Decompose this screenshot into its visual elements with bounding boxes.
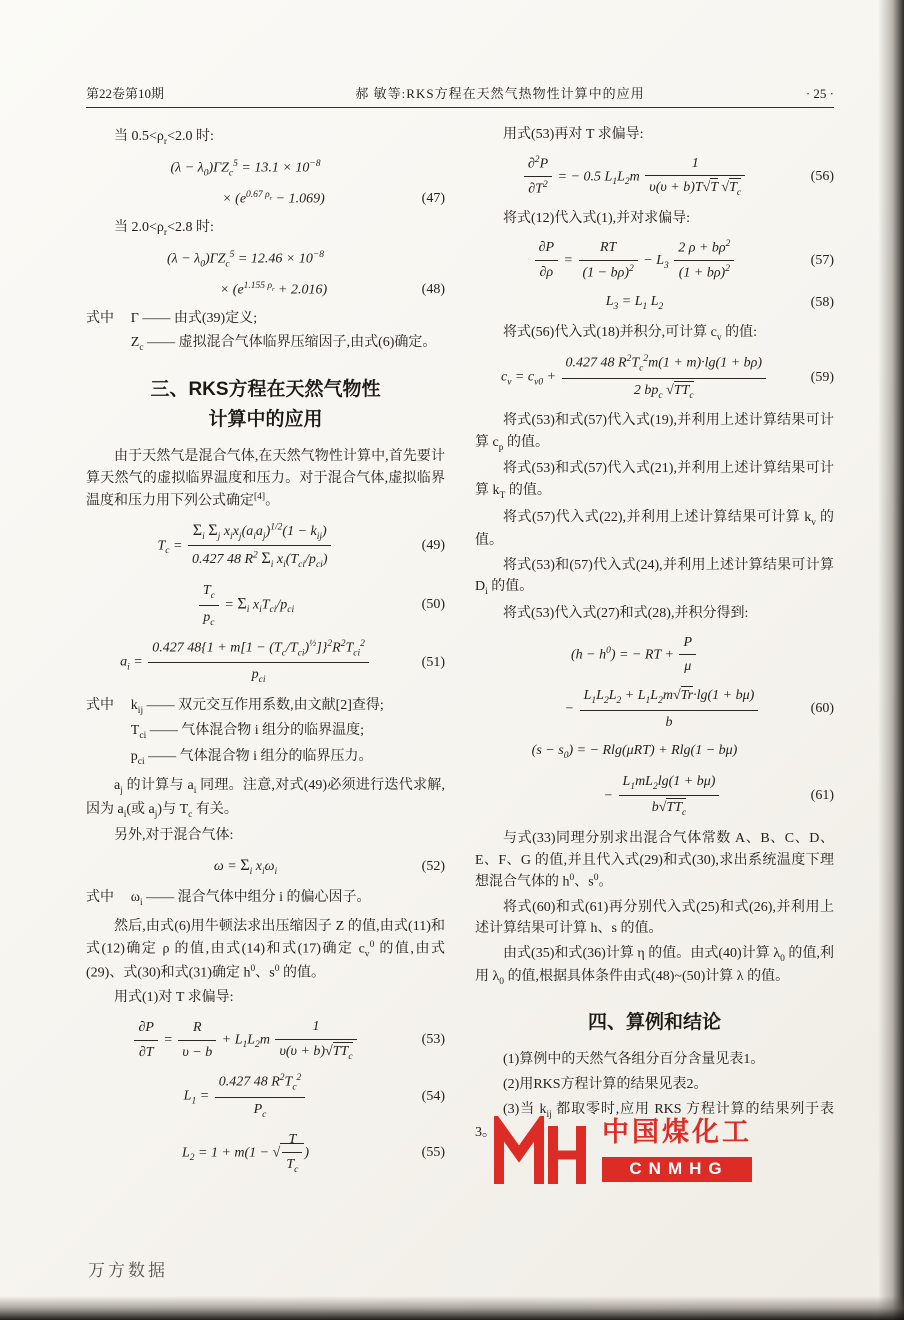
where-items	[131, 887, 445, 913]
list-item: (2)用RKS方程计算的结果见表2。	[503, 1077, 708, 1093]
paragraph: 另外,对于混合气体:	[114, 828, 234, 844]
paragraph: 将式(53)代入式(27)和式(28),并积分得到:	[503, 605, 749, 621]
paragraph: 将式(53)和式(57)代入式(21),并利用上述计算结果可计算 $k_T$ 的值。	[475, 461, 834, 501]
formula-body: $\frac{\partial P}{\partial T}$ = $\frac{R}{\upsilon - b}$ + $L_1L_2m$ $\frac{1}{\upsilon(\upsilon + b)√TT_c}$	[86, 1016, 405, 1064]
equation-61-line2	[475, 771, 834, 821]
formula-body: $T_c$ = $\frac{\Sigma_i \Sigma_j x_ix_j(a_ia_j)^{1/2}(1 - k_{ij})}{0.427 48 R^2 \Sigma_i x_i(T_{ci}/p_{ci})}$	[86, 519, 405, 573]
equation-47-line1	[86, 157, 445, 181]
equation-number: (49)	[421, 538, 445, 554]
equation-number: (58)	[810, 295, 834, 311]
logo-chinese-name: 中国煤化工	[602, 1117, 752, 1147]
where-block-3	[86, 887, 445, 913]
equation-52	[86, 854, 445, 880]
where-label: 式中	[86, 889, 114, 905]
where-label: 式中	[86, 311, 114, 327]
formula-body: × $(e^{0.67 \rho_r} - 1.069)$	[222, 189, 325, 207]
left-column	[86, 121, 445, 1184]
formula-body: − $\frac{L_1mL_2\lg(1 + b\mu)}{b√TT_c}$	[475, 771, 794, 821]
where-item: Γ —— 由式(39)定义;	[130, 311, 258, 327]
formula-body: $a_i$ = $\frac{0.427 48\{1 + m[1 - (T_c/T_{ci})^{\frac{1}{2}}]\}^2R^2T_{ci}^2}{p_{ci}}$	[86, 637, 405, 688]
where-item: $p_{ci}$ —— 气体混合物 i 组分的临界压力。	[130, 748, 373, 767]
equation-56	[475, 153, 834, 201]
formula-body: $(\lambda - \lambda_0)\Gamma Z_c^5 = 12.46 \times 10^{-8}$	[166, 249, 325, 270]
equation-number: (51)	[421, 654, 445, 670]
article-body	[86, 121, 834, 1184]
heading-line-1: 三、RKS方程在天然气物性	[150, 379, 381, 401]
formula-body: $\frac{T_c}{p_c}$ = $\Sigma_i$ $x_iT_{ci}/p_{ci}$	[86, 580, 405, 630]
equation-60-line1	[475, 632, 834, 678]
page-header	[86, 83, 834, 102]
where-label: 式中	[86, 697, 114, 713]
where-item: $k_{ij}$ —— 双元交互作用系数,由文献[2]查得;	[130, 697, 384, 716]
where-items	[131, 308, 445, 357]
equation-55	[86, 1129, 445, 1177]
heading-line-2: 计算中的应用	[208, 408, 323, 430]
equation-number: (50)	[421, 597, 445, 613]
equation-61-line1	[475, 740, 834, 764]
equation-number: (48)	[421, 282, 445, 298]
section-heading-4	[481, 1008, 828, 1037]
paragraph: 将式(53)和式(57)代入式(19),并利用上述计算结果可计算 $c_p$ 的值。	[475, 413, 834, 453]
list-item: (3)当 $k_{ij}$ 都取零时,应用 RKS 方程计算的结果列于表3。	[475, 1101, 835, 1141]
where-item: $\omega_i$ —— 混合气体中组分 i 的偏心因子。	[130, 889, 371, 908]
paragraph: 将式(53)和(57)代入式(24),并利用上述计算结果可计算 $D_i$ 的值。	[475, 557, 834, 598]
formula-body: $L_2 = 1 + m(1$ − √ $\frac{T}{T_c}$ )	[86, 1129, 405, 1177]
paragraph: 然后,由式(6)用牛顿法求出压缩因子 Z 的值,由式(11)和式(12)确定 ρ 的值,由式(14)和式(17)确定 $c_v^0$ 的值,由式(29)、式(30)和式(31)确定 $h^0$、$s^0$ 的值。	[86, 919, 445, 981]
formula-body: $(\lambda - \lambda_0)\Gamma Z_c^5 = 13.1 \times 10^{-8}$	[170, 158, 321, 178]
condition-range-1: 当 $0.5<\rho_r<2.0$ 时:	[114, 129, 214, 147]
equation-51	[86, 637, 445, 688]
cnmhg-logo	[492, 1116, 752, 1188]
equation-60-line2	[475, 685, 834, 733]
where-block-1	[86, 308, 445, 357]
formula-body: $(h - h^0)$ = − RT + $\frac{P}{\mu}$	[475, 632, 794, 678]
equation-47-line2	[86, 188, 445, 210]
formula-body: $\omega = \Sigma_i$ $x_i\omega_i$	[213, 857, 278, 877]
wanfang-watermark: 万方数据	[88, 1261, 168, 1280]
equation-number: (55)	[421, 1145, 445, 1161]
paragraph: 由于天然气是混合气体,在天然气物性计算中,首先要计算天然气的虚拟临界温度和压力。对于混合气体,虚拟临界温度和压力用下列公式确定[4]。	[86, 449, 445, 509]
section-heading-3	[92, 375, 439, 434]
equation-53	[86, 1016, 445, 1064]
running-title: 郝 敏等:RKS方程在天然气热物性计算中的应用	[355, 86, 645, 101]
where-item: $Z_c$ —— 虚拟混合气体临界压缩因子,由式(6)确定。	[130, 334, 437, 353]
equation-number: (61)	[810, 787, 834, 803]
formula-body: $L_3 = L_1$ $L_2$	[605, 294, 664, 313]
equation-number: (60)	[810, 701, 834, 717]
paragraph: 用式(1)对 T 求偏导:	[114, 990, 234, 1006]
condition-range-2: 当 $2.0<\rho_r<2.8$ 时:	[114, 220, 214, 238]
page-number: · 25 ·	[805, 86, 834, 101]
equation-57	[475, 237, 834, 285]
scan-edge-bottom	[0, 1296, 904, 1320]
volume-issue: 第22卷第10期	[86, 86, 165, 101]
logo-latin-name: CNMHG	[602, 1157, 752, 1182]
equation-48-line1	[86, 248, 445, 272]
equation-50	[86, 580, 445, 630]
formula-body: $\frac{\partial^2P}{\partial T^2}$ = − 0.5 $L_1L_2m$ $\frac{1}{\upsilon(\upsilon + b)T√T √T_c}$	[475, 153, 794, 201]
where-block-2	[86, 695, 445, 772]
cnmhg-logo-text	[602, 1116, 752, 1182]
cnmhg-logo-mark-icon	[492, 1116, 588, 1188]
equation-number: (53)	[421, 1032, 445, 1048]
formula-body: $\frac{\partial P}{\partial\rho}$ = $\frac{RT}{(1 - b\rho)^2}$ − $L_3$ $\frac{2 \rho + b\rho^2}{(1 + b\rho)^2}$	[475, 237, 794, 285]
header-rule	[86, 107, 834, 108]
equation-number: (57)	[810, 252, 834, 268]
equation-number: (52)	[421, 859, 445, 875]
where-items	[131, 695, 445, 772]
equation-number: (47)	[421, 191, 445, 207]
equation-49	[86, 519, 445, 573]
paragraph: 将式(56)代入式(18)并积分,可计算 $c_v$ 的值:	[503, 324, 758, 343]
equation-number: (59)	[810, 369, 834, 385]
formula-body: $c_v = c_{v0}$ + $\frac{0.427 48 R^2T_c^2m(1 + m)\cdot\lg(1 + b\rho)}{2 bp_c √TT_c}$	[475, 352, 794, 403]
formula-body: $(s - s_0)$ = − Rlg(μRT) + Rlg(1 − bμ)	[531, 743, 738, 762]
formula-body: $L_1$ = $\frac{0.427 48 R^2T_c^2}{P_c}$	[86, 1071, 405, 1122]
where-item: $T_{ci}$ —— 气体混合物 i 组分的临界温度;	[130, 723, 365, 742]
heading-line: 四、算例和结论	[587, 1011, 721, 1033]
equation-58	[475, 291, 834, 315]
equation-54	[86, 1071, 445, 1122]
paragraph: 由式(35)和式(36)计算 η 的值。由式(40)计算 $\lambda_0$ 的值,利用 $\lambda_0$ 的值,根据具体条件由式(48)~(50)计算 λ 的值。	[475, 945, 835, 988]
equation-59	[475, 352, 834, 403]
paragraph: $a_j$ 的计算与 $a_i$ 同理。注意,对式(49)必须进行迭代求解,因为 $a_i$(或 $a_j$)与 $T_c$ 有关。	[86, 778, 445, 820]
list-item: (1)算例中的天然气各组分百分含量见表1。	[503, 1052, 765, 1068]
equation-number: (54)	[421, 1088, 445, 1104]
paragraph: 用式(53)再对 T 求偏导:	[503, 127, 644, 142]
equation-number: (56)	[810, 168, 834, 184]
formula-body: − $\frac{L_1L_2L_2 + L_1L_2m√Tr\cdot\lg(1 + b\mu)}{b}$	[475, 685, 794, 733]
paragraph: 将式(60)和式(61)再分别代入式(25)和式(26),并利用上述计算结果可计算 h、s 的值。	[475, 899, 834, 937]
paragraph: 将式(12)代入式(1),并对求偏导:	[503, 210, 691, 226]
scan-edge-right	[878, 0, 904, 1320]
paragraph: 与式(33)同理分别求出混合气体常数 A、B、C、D、E、F、G 的值,并且代入式(29)和式(30),求出系统温度下理想混合气体的 $h^0$、$s^0$。	[475, 830, 834, 890]
right-column	[475, 121, 834, 1184]
equation-48-line2	[86, 279, 445, 301]
formula-body: × $(e^{1.155 \rho_r} + 2.016)$	[219, 280, 328, 298]
paragraph: 将式(57)代入式(22),并利用上述计算结果可计算 $k_v$ 的值。	[475, 509, 834, 549]
